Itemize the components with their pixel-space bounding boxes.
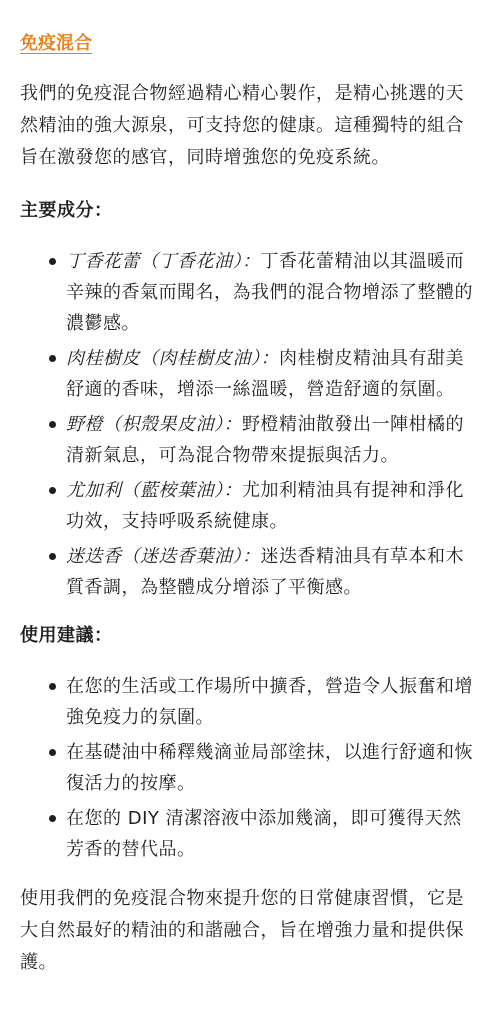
ingredient-item-eucalyptus: [66, 475, 477, 537]
usage-text: 在您的生活或工作場所中擴香，營造令人振奮和增強免疫力的氛圍。: [66, 676, 473, 728]
bullet-icon: [49, 355, 56, 362]
usage-item: [66, 803, 477, 865]
ingredient-description: 丁香花蕾精油以其溫暖而辛辣的香氣而聞名，為我們的混合物增添了整體的濃鬱感。: [66, 251, 473, 334]
usage-heading: 使用建議：: [20, 625, 113, 646]
usage-list: [20, 671, 477, 865]
ingredient-name: 肉桂樹皮（肉桂樹皮油）：: [66, 348, 279, 369]
usage-text: 在您的 DIY 清潔溶液中添加幾滴，即可獲得天然芳香的替代品。: [66, 808, 462, 860]
ingredient-item-rosemary: [66, 541, 477, 603]
usage-item: [66, 737, 477, 799]
title-link[interactable]: 免疫混合: [20, 33, 92, 54]
bullet-icon: [49, 749, 56, 756]
usage-item: [66, 671, 477, 733]
ingredient-description: 野橙精油散發出一陣柑橘的清新氣息，可為混合物帶來提振與活力。: [66, 414, 464, 466]
ingredients-heading: 主要成分：: [20, 200, 113, 221]
bullet-icon: [49, 683, 56, 690]
ingredient-description: 尤加利精油具有提神和淨化功效，支持呼吸系統健康。: [66, 480, 464, 532]
ingredient-name: 尤加利（藍桉葉油）：: [66, 480, 242, 501]
ingredient-item-cinnamon: [66, 343, 477, 405]
bullet-icon: [49, 553, 56, 560]
bullet-icon: [49, 421, 56, 428]
bullet-icon: [49, 258, 56, 265]
ingredient-item-wild-orange: [66, 409, 477, 471]
ingredient-description: 迷迭香精油具有草本和木質香調，為整體成分增添了平衡感。: [66, 546, 464, 598]
ingredient-name: 野橙（枳殼果皮油）：: [66, 414, 242, 435]
closing-paragraph: 使用我們的免疫混合物來提升您的日常健康習慣，它是大自然最好的精油的和諧融合，旨在增強力量和提供保護。: [20, 888, 464, 973]
ingredient-name: 丁香花蕾（丁香花油）：: [66, 251, 261, 272]
ingredients-list: [20, 246, 477, 603]
intro-paragraph: 我們的免疫混合物經過精心精心製作，是精心挑選的天然精油的強大源泉，可支持您的健康。這種獨特的組合旨在激發您的感官，同時增強您的免疫系統。: [20, 83, 464, 168]
ingredient-item-clove: [66, 246, 477, 339]
ingredient-name: 迷迭香（迷迭香葉油）：: [66, 546, 261, 567]
bullet-icon: [49, 815, 56, 822]
usage-text: 在基礎油中稀釋幾滴並局部塗抹，以進行舒適和恢復活力的按摩。: [66, 742, 473, 794]
bullet-icon: [49, 487, 56, 494]
ingredient-description: 肉桂樹皮精油具有甜美舒適的香味，增添一絲溫暖，營造舒適的氛圍。: [66, 348, 464, 400]
